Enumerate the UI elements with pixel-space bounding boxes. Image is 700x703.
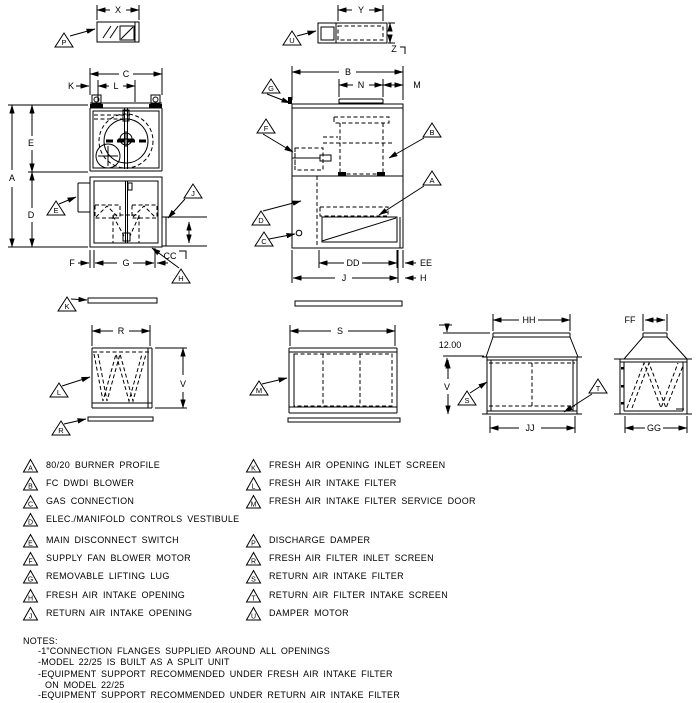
- callout-k: [58, 297, 87, 311]
- dim-y: Y: [357, 5, 365, 15]
- svg-text:G: G: [268, 84, 274, 93]
- svg-text:H: H: [27, 595, 34, 603]
- dim-d: D: [27, 210, 35, 220]
- legend-label: MAIN DISCONNECT SWITCH: [46, 535, 179, 545]
- svg-text:K: K: [251, 465, 256, 473]
- triangle-marker: [22, 606, 39, 621]
- svg-text:M: M: [255, 386, 263, 395]
- legend-label: DISCHARGE DAMPER: [269, 535, 371, 545]
- legend-item-d: [22, 512, 239, 527]
- svg-text:T: T: [595, 384, 601, 393]
- dim-gg: GG: [646, 423, 662, 433]
- filter-media-zigzag: [93, 352, 151, 401]
- triangle-marker: [245, 606, 262, 621]
- return-filter-screen-hood-view: [614, 314, 692, 433]
- note-line: ON MODEL 22/25: [45, 680, 125, 690]
- svg-text:E: E: [28, 540, 33, 548]
- callout-j: [168, 184, 202, 218]
- legend-item-b: [22, 476, 134, 491]
- side-view: [252, 66, 441, 283]
- legend-label: FRESH AIR OPENING INLET SCREEN: [269, 460, 446, 470]
- callout-u: [283, 31, 316, 45]
- dim-ff: FF: [624, 315, 636, 325]
- dim-ee: EE: [420, 258, 433, 268]
- legend-item-e: [22, 533, 179, 548]
- dim-f: F: [69, 258, 75, 268]
- service-door-screen-bar: [288, 418, 400, 422]
- legend-item-p: [245, 533, 370, 548]
- svg-text:G: G: [27, 576, 34, 584]
- legend-label: SUPPLY FAN BLOWER MOTOR: [46, 553, 191, 563]
- dim-a: A: [8, 173, 16, 183]
- legend-label: FC DWDI BLOWER: [46, 478, 135, 488]
- dim-e: E: [27, 138, 35, 148]
- dim-k: K: [67, 81, 75, 91]
- gas-connection-point: [296, 230, 302, 236]
- note-line: -EQUIPMENT SUPPORT RECOMMENDED UNDER FRESH AIR INTAKE FILTER: [38, 669, 393, 679]
- triangle-marker: [245, 569, 262, 584]
- svg-text:A: A: [429, 176, 435, 185]
- fan-motor-dashed: [295, 148, 323, 170]
- callout-a: [379, 171, 441, 215]
- triangle-marker: [22, 458, 39, 473]
- notes-title: NOTES:: [23, 636, 58, 646]
- svg-text:C: C: [261, 237, 267, 246]
- dim-g: G: [122, 258, 130, 268]
- legend-label: GAS CONNECTION: [46, 496, 135, 506]
- legend-item-a: [22, 458, 160, 473]
- screen-zigzag: [627, 363, 683, 408]
- legend-label: DAMPER MOTOR: [269, 608, 349, 618]
- legend-label: RETURN AIR FILTER INTAKE SCREEN: [269, 590, 448, 600]
- svg-text:D: D: [27, 519, 34, 527]
- legend-label: REMOVABLE LIFTING LUG: [46, 571, 170, 581]
- legend-item-f: [22, 551, 191, 566]
- triangle-marker: [22, 551, 39, 566]
- filter-inlet-screen-bar: [88, 417, 153, 421]
- legend-label: 80/20 BURNER PROFILE: [46, 460, 161, 470]
- triangle-marker: [22, 569, 39, 584]
- legend-item-j: [22, 606, 192, 621]
- svg-text:F: F: [263, 124, 269, 133]
- callout-e: [47, 197, 76, 215]
- svg-text:U: U: [250, 613, 257, 621]
- side-screen-bar: [295, 301, 402, 306]
- legend-item-c: [22, 494, 134, 509]
- legend-item-h: [22, 588, 185, 603]
- callout-p: [55, 29, 95, 47]
- legend-label: ELEC./MANIFOLD CONTROLS VESTIBULE: [46, 514, 240, 524]
- triangle-marker: [22, 494, 39, 509]
- legend-label: FRESH AIR FILTER INLET SCREEN: [269, 553, 434, 563]
- legend-item-u: [245, 606, 349, 621]
- triangle-marker: [22, 512, 39, 527]
- svg-text:F: F: [28, 558, 33, 566]
- svg-text:D: D: [258, 216, 264, 225]
- callout-d: [252, 201, 301, 225]
- legend-label: RETURN AIR INTAKE FILTER: [269, 571, 404, 581]
- dim-v2: V: [443, 382, 451, 392]
- callout-m: [250, 378, 287, 395]
- dim-jj: JJ: [525, 423, 535, 433]
- dim-r: R: [117, 326, 125, 336]
- svg-text:A: A: [28, 465, 33, 473]
- dim-dd: DD: [346, 258, 360, 268]
- svg-text:T: T: [251, 595, 256, 603]
- legend-label: FRESH AIR INTAKE FILTER SERVICE DOOR: [269, 496, 476, 506]
- triangle-marker: [245, 494, 262, 509]
- legend-item-s: [245, 569, 404, 584]
- callout-t: [564, 379, 607, 412]
- dim-b: B: [344, 67, 352, 77]
- svg-text:P: P: [61, 38, 67, 47]
- svg-text:U: U: [289, 36, 295, 45]
- svg-text:L: L: [251, 483, 256, 491]
- legend-item-g: [22, 569, 170, 584]
- dim-cc: CC: [163, 251, 177, 261]
- damper-motor-detail: [283, 5, 405, 54]
- svg-text:B: B: [429, 128, 435, 137]
- dim-z: Z: [391, 44, 397, 54]
- callout-s: [458, 382, 487, 405]
- disconnect-switch-box: [78, 183, 90, 212]
- callout-b: [389, 123, 441, 158]
- svg-text:S: S: [251, 576, 256, 584]
- triangle-marker: [245, 458, 262, 473]
- inlet-screens: [58, 297, 402, 311]
- dim-s: S: [336, 326, 344, 336]
- svg-text:J: J: [28, 613, 33, 621]
- svg-text:M: M: [250, 501, 257, 509]
- svg-text:H: H: [178, 274, 184, 283]
- return-air-filter-hood-view: [439, 314, 607, 433]
- dim-hood-height: 12.00: [438, 340, 462, 350]
- triangle-marker: [245, 588, 262, 603]
- legend-label: RETURN AIR INTAKE OPENING: [46, 608, 193, 618]
- dim-h: H: [420, 273, 427, 283]
- note-line: -1"CONNECTION FLANGES SUPPLIED AROUND ALL OPENINGS: [38, 646, 330, 656]
- triangle-marker: [22, 588, 39, 603]
- legend-item-r: [245, 551, 434, 566]
- fresh-air-filter-view: [50, 325, 187, 435]
- blower-housing-dashed: [323, 117, 392, 174]
- note-line: -EQUIPMENT SUPPORT RECOMMENDED UNDER RETURN AIR INTAKE FILTER: [38, 690, 400, 700]
- callout-l: [50, 377, 90, 397]
- callout-c: [255, 232, 295, 246]
- callout-f: [257, 119, 293, 152]
- svg-text:C: C: [27, 501, 34, 509]
- svg-text:R: R: [58, 426, 64, 435]
- legend-item-l: [245, 476, 397, 491]
- svg-text:J: J: [191, 189, 195, 198]
- discharge-damper-detail: [55, 5, 139, 47]
- fresh-air-opening-screen-bar: [88, 298, 157, 303]
- dim-n: N: [357, 80, 365, 90]
- svg-text:E: E: [53, 206, 59, 215]
- svg-text:S: S: [464, 396, 470, 405]
- front-view: [8, 68, 207, 283]
- legend-item-t: [245, 588, 448, 603]
- svg-text:R: R: [250, 558, 257, 566]
- legend-label: FRESH AIR INTAKE FILTER: [269, 478, 397, 488]
- filter-service-door-view: [250, 325, 400, 422]
- dim-m: M: [413, 80, 421, 90]
- callout-g: [262, 79, 290, 103]
- dim-hh: HH: [522, 315, 536, 325]
- legend-label: FRESH AIR INTAKE OPENING: [46, 590, 186, 600]
- triangle-marker: [22, 476, 39, 491]
- triangle-marker: [245, 533, 262, 548]
- note-line: -MODEL 22/25 IS BUILT AS A SPLIT UNIT: [38, 657, 230, 667]
- triangle-marker: [245, 476, 262, 491]
- dim-v: V: [179, 379, 187, 389]
- callout-r: [52, 419, 86, 435]
- legend-item-m: [245, 494, 476, 509]
- dim-x: X: [114, 5, 122, 15]
- dim-l: L: [113, 81, 119, 91]
- triangle-marker: [245, 551, 262, 566]
- dim-c: C: [122, 69, 130, 79]
- svg-text:L: L: [56, 388, 62, 397]
- dim-j: J: [341, 273, 347, 283]
- legend-item-k: [245, 458, 445, 473]
- triangle-marker: [22, 533, 39, 548]
- burner-rack-dashed: [320, 207, 388, 216]
- svg-text:K: K: [64, 302, 70, 311]
- svg-text:P: P: [251, 540, 256, 548]
- burner-profile-box: [322, 217, 397, 242]
- svg-text:B: B: [28, 483, 33, 491]
